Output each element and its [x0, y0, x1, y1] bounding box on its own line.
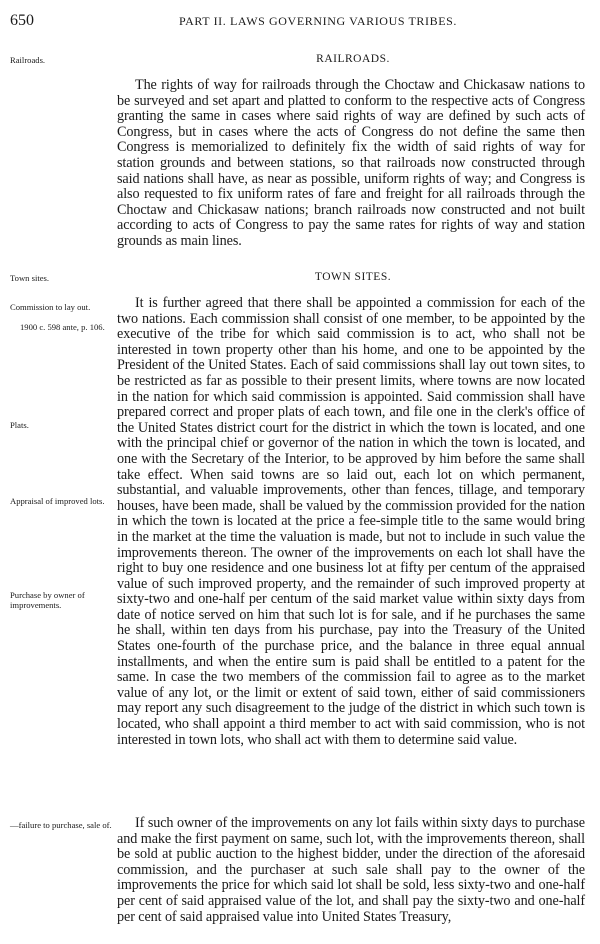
margin-note-appraisal: Appraisal of improved lots. — [10, 496, 105, 506]
margin-note-commission: Commission to lay out. — [10, 302, 91, 312]
margin-note-failure: —failure to purchase, sale of. — [10, 820, 112, 830]
section-title-town-sites: TOWN SITES. — [314, 271, 392, 283]
page-number: 650 — [10, 12, 34, 29]
section-title-railroads: RAILROADS. — [316, 53, 390, 65]
paragraph-town-sites-1: It is further agreed that there shall be appointed a commission for each of the two nations. Each commission shall consist of one member, to be appointed by the executive of the tribe for which said commission is to act, who shall not be interested in town property other than his home, and one to be appointed by the President of the United States. Each of said commissions shall lay out town sites, to be restricted as far as possible to their present limits, where towns are now located in the nation for which said commission is appointed. Said commission shall have prepared correct and proper plats of each town, and file one in the clerk's office of the United States district court for the district in which the town is located, and one with the principal chief or governor of the nation in which the town is located, and one with the Secretary of the Interior, to be approved by him before the same shall take effect. When said towns are so laid out, each lot on which permanent, substantial, and valuable improvements, other than fences, tillage, and temporary houses, have been made, shall be valued by the commission provided for the nation in which the town is located at the price a fee-simple title to the same would bring in the market at the time the valuation is made, but not to include in such value the improvements thereon. The owner of the improvements on each lot shall have the right to buy one residence and one business lot at fifty per centum of the appraised value of such improved property, and the remainder of such improved property at sixty-two and one-half per centum of the said market value within sixty days from date of notice served on him that such lot is for sale, and if he purchases the same he shall, within ten days from his purchase, pay into the Treasury of the United States one-fourth of the purchase price, and the balance in three equal annual installments, and when the entire sum is paid shall be entitled to a patent for the same. In case the two members of the commission fail to agree as to the market value of any lot, or the limit or extent of said town, either of said commissioners may report any such disagreement to the judge of the district in which such town is located, who shall appoint a third member to act with said commission, who is not interested in town lots, who shall act with them to determine said value. — [117, 295, 585, 748]
page-header — [10, 12, 586, 32]
paragraph-town-sites-2: If such owner of the improvements on any lot fails within sixty days to purchase and make the first payment on same, such lot, with the improvements thereon, shall be sold at public auction to the highest bidder, under the direction of the aforesaid commission, and the purchaser at such sale shall pay to the owner of the improvements the price for which said lot shall be sold, less sixty-two and one-half per cent of said appraised value of the lot, and shall pay the sixty-two and one-half per cent of said appraised value into United States Treasury, — [117, 815, 585, 925]
paragraph-railroads: The rights of way for railroads through the Choctaw and Chickasaw nations to be surveyed and set apart and platted to conform to the respective acts of Congress granting the same in cases where said rights of way are defined by such acts of Congress, but in cases where the acts of Congress do not define the same then Congress is memorialized to definitely fix the width of said rights of way for station grounds and between stations, so that railroads now constructed through said nations shall have, as near as possible, uniform rights of way; and Congress is also requested to fix uniform rates of fare and freight for all railroads through the Choctaw and Chickasaw nations; branch railroads now constructed and not built according to acts of Congress to pay the same rates for rights of way and station grounds as main lines. — [117, 77, 585, 249]
margin-note-plats: Plats. — [10, 420, 29, 430]
margin-note-commission-ref: 1900 c. 598 ante, p. 106. — [20, 322, 105, 332]
margin-note-purchase: Purchase by owner of improvements. — [10, 590, 85, 610]
margin-note-town-sites: Town sites. — [10, 273, 50, 283]
margin-note-railroads: Railroads. — [10, 55, 46, 65]
running-head: PART II. LAWS GOVERNING VARIOUS TRIBES. — [178, 14, 458, 28]
